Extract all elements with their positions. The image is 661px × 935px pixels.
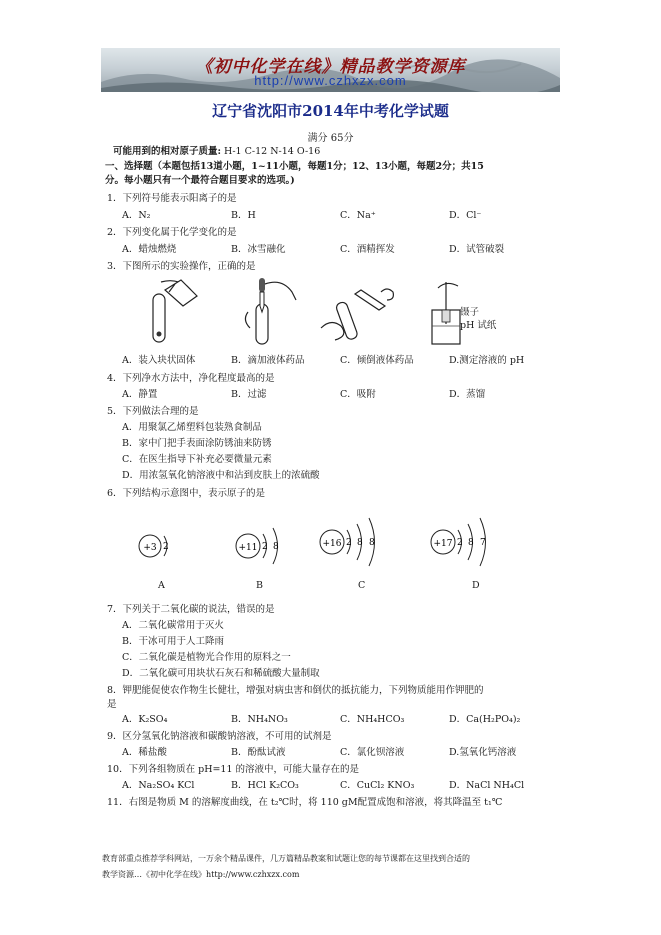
q2-option-c: C．酒精挥发 (340, 244, 395, 255)
q5-option-a: A．用聚氯乙烯塑料包装熟食制品 (122, 422, 262, 433)
atom-label-a: A (158, 580, 165, 591)
q2-option-b: B．冰雪融化 (231, 244, 286, 255)
svg-text:+11: +11 (238, 543, 258, 553)
question-3-stem: 3．下图所示的实验操作，正确的是 (107, 261, 256, 272)
q3-option-d: D.测定溶液的 pH (449, 355, 525, 366)
question-10-stem: 10．下列各组物质在 pH=11 的溶液中，可能大量存在的是 (107, 764, 360, 775)
dropper-icon (238, 276, 313, 346)
q5-option-b: B．家中门把手表面涂防锈油来防锈 (122, 438, 272, 449)
q3-option-b: B．滴加液体药品 (231, 355, 305, 366)
q8-option-b: B．NH₄NO₃ (231, 714, 288, 725)
test-tube-solid-icon (135, 276, 210, 346)
question-7-stem: 7．下列关于二氧化碳的说法，错误的是 (107, 604, 275, 615)
q3-option-c: C．倾倒液体药品 (340, 355, 414, 366)
footer-line-1: 教育部重点推荐学科网站，一万余个精品课件，几万篇精品教案和试题让您的每节课都在这里找到合适的 (102, 854, 470, 863)
q7-option-d: D．二氧化碳可用块状石灰石和稀硫酸大量制取 (122, 668, 320, 679)
footer-line-2[interactable]: 教学资源…《初中化学在线》http://www.czhxzx.com (102, 870, 300, 879)
svg-text:7: 7 (480, 538, 486, 548)
q2-option-a: A．蜡烛燃烧 (122, 244, 177, 255)
banner-title: 《初中化学在线》精品教学资源库 (195, 57, 466, 77)
q5-option-d: D．用浓氢氧化钠溶液中和沾到皮肤上的浓硫酸 (122, 470, 320, 481)
atom-diagram-a (139, 535, 169, 557)
full-score: 满分 65分 (307, 133, 354, 144)
q1-option-d: D．Cl⁻ (449, 210, 482, 221)
q4-option-c: C．吸附 (340, 389, 376, 400)
banner-url-link[interactable]: http://www.czhxzx.com (254, 73, 407, 88)
q7-option-b: B．干冰可用于人工降雨 (122, 636, 224, 647)
q4-option-d: D．蒸馏 (449, 389, 486, 400)
q3-option-a: A．装入块状固体 (122, 355, 196, 366)
q7-option-a: A．二氧化碳常用于灭火 (122, 620, 224, 631)
svg-text:8: 8 (468, 538, 474, 548)
ph-paper-label: pH 试纸 (460, 320, 497, 331)
tweezers-label: 镊子 (460, 307, 480, 318)
question-8-stem-cont: 是 (107, 699, 117, 710)
q2-option-d: D．试管破裂 (449, 244, 505, 255)
question-11-stem: 11．右图是物质 M 的溶解度曲线，在 t₂℃时，将 110 gM配置成饱和溶液，将其降温至 t₁℃ (107, 797, 503, 808)
svg-text:2: 2 (262, 542, 268, 552)
q4-option-b: B．过滤 (231, 389, 267, 400)
svg-text:2: 2 (346, 538, 352, 548)
question-6-stem: 6．下列结构示意图中，表示原子的是 (107, 488, 266, 499)
q8-option-a: A．K₂SO₄ (122, 714, 168, 725)
q8-option-c: C．NH₄HCO₃ (340, 714, 405, 725)
svg-text:8: 8 (369, 538, 375, 548)
q7-option-c: C．二氧化碳是植物光合作用的原料之一 (122, 652, 291, 663)
q10-option-c: C．CuCl₂ KNO₃ (340, 780, 415, 791)
q9-option-d: D.氢氧化钙溶液 (449, 747, 517, 758)
q1-option-c: C．Na⁺ (340, 210, 376, 221)
svg-text:2: 2 (457, 538, 463, 548)
svg-text:+3: +3 (143, 543, 157, 553)
atom-diagram-b (236, 528, 279, 564)
question-9-stem: 9．区分氢氧化钠溶液和碳酸钠溶液，不可用的试剂是 (107, 731, 332, 742)
atomic-masses: 可能用到的相对原子质量: H-1 C-12 N-14 O-16 (113, 146, 321, 157)
atom-label-d: D (472, 580, 480, 591)
q5-option-c: C．在医生指导下补充必要微量元素 (122, 454, 272, 465)
atom-diagram-c (320, 518, 375, 566)
q1-option-a: A．N₂ (122, 210, 151, 221)
question-1-stem: 1．下列符号能表示阳离子的是 (107, 193, 237, 204)
q10-option-a: A．Na₂SO₄ KCl (122, 780, 195, 791)
q10-option-b: B．HCl K₂CO₃ (231, 780, 299, 791)
q1-option-b: B．H (231, 210, 256, 221)
question-5-stem: 5．下列做法合理的是 (107, 406, 199, 417)
site-banner (101, 48, 560, 92)
atomic-structure-diagrams (130, 512, 530, 584)
question-4-stem: 4．下列净水方法中，净化程度最高的是 (107, 373, 275, 384)
q10-option-d: D．NaCl NH₄Cl (449, 780, 525, 791)
section-heading-cont: 分。每小题只有一个最符合题目要求的选项。) (105, 175, 295, 186)
pouring-liquid-icon (315, 280, 405, 344)
section-heading: 一、选择题（本题包括13道小题，1~11小题，每题1分；12、13小题，每题2分；共15 (105, 161, 484, 172)
question-2-stem: 2．下列变化属于化学变化的是 (107, 227, 237, 238)
atom-label-c: C (358, 580, 366, 591)
q9-option-c: C．氯化钡溶液 (340, 747, 405, 758)
page-title: 辽宁省沈阳市2014年中考化学试题 (212, 102, 449, 120)
question-8-stem: 8．钾肥能促使农作物生长健壮，增强对病虫害和倒伏的抵抗能力，下列物质能用作钾肥的 (107, 685, 484, 696)
svg-text:8: 8 (357, 538, 363, 548)
svg-text:8: 8 (273, 542, 279, 552)
q9-option-b: B．酚酞试液 (231, 747, 286, 758)
q9-option-a: A．稀盐酸 (122, 747, 167, 758)
atom-label-b: B (256, 580, 263, 591)
svg-text:+17: +17 (433, 539, 453, 549)
svg-text:2: 2 (163, 542, 169, 552)
svg-text:+16: +16 (322, 539, 342, 549)
q4-option-a: A．静置 (122, 389, 158, 400)
q8-option-d: D．Ca(H₂PO₄)₂ (449, 714, 521, 725)
atom-diagram-d (431, 518, 486, 566)
